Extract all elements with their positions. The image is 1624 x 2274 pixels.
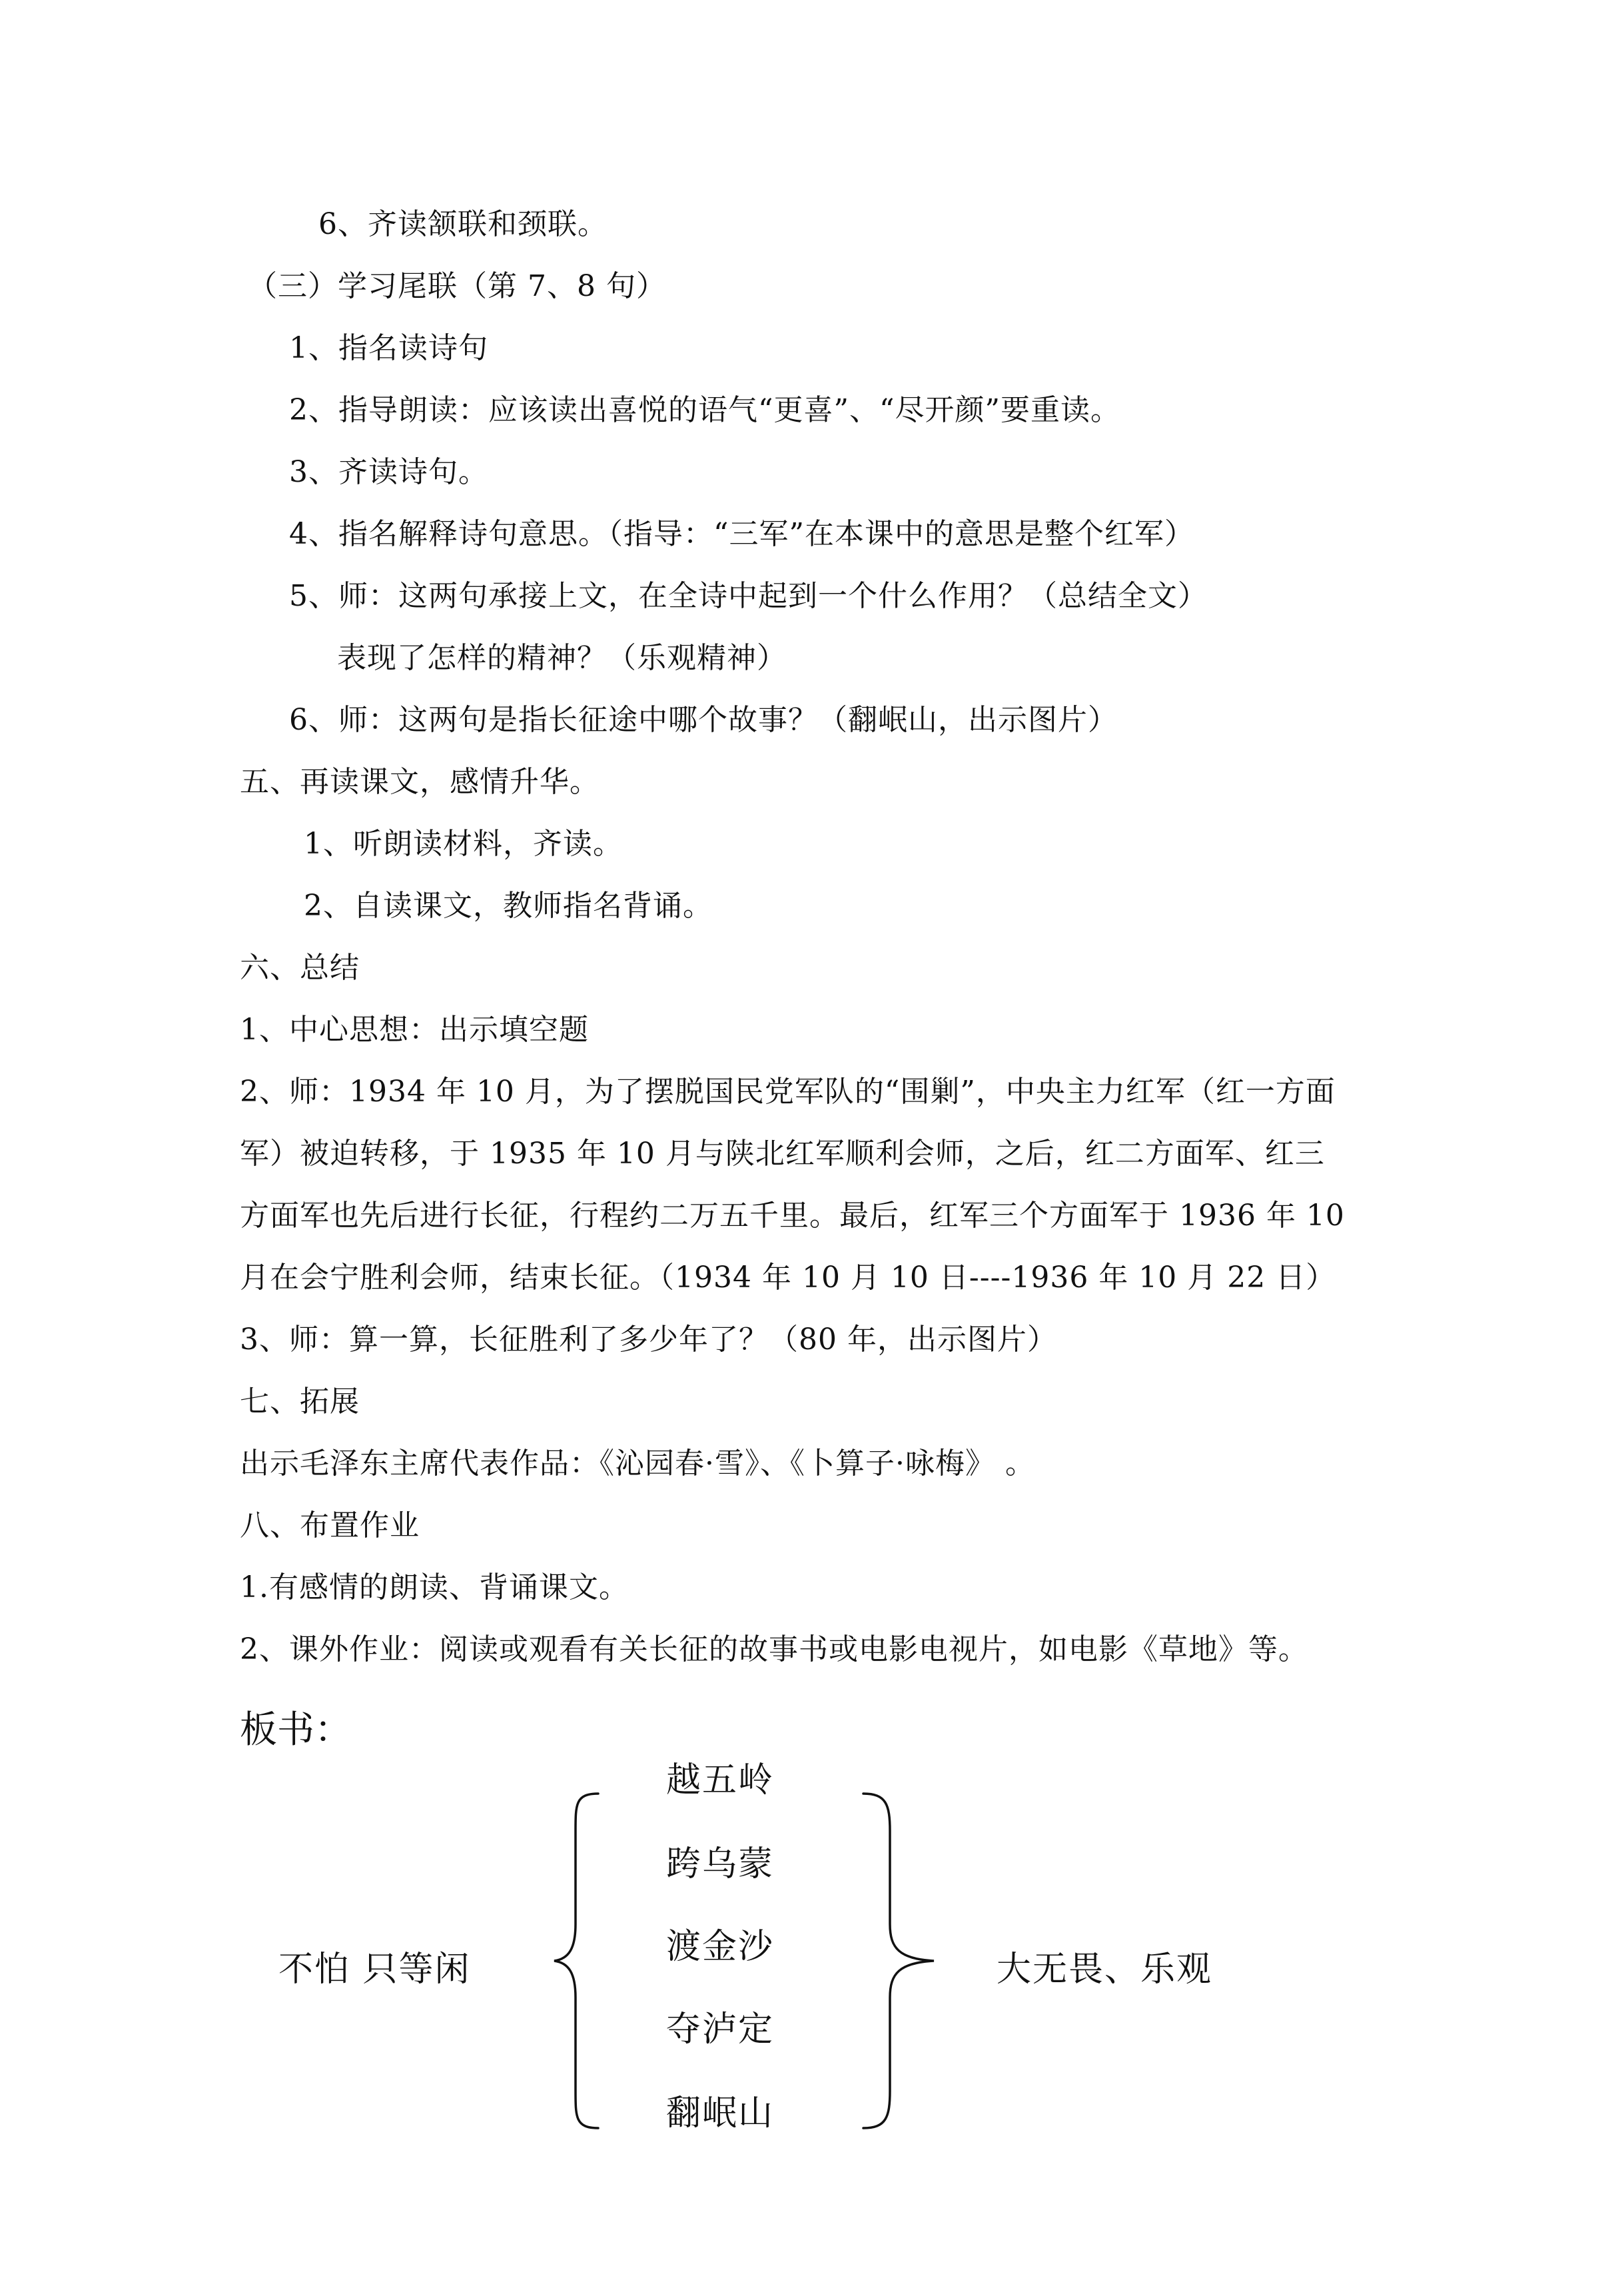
text-line: 1、听朗读材料，齐读。 xyxy=(304,827,623,861)
section-heading: 八、布置作业 xyxy=(240,1508,420,1542)
section-heading: 五、再读课文，感情升华。 xyxy=(240,765,600,799)
blackboard-item: 渡金沙 xyxy=(666,1927,775,1967)
text-line: 6、师：这两句是指长征途中哪个故事？（翻岷山，出示图片） xyxy=(289,703,1118,737)
text-line: 3、师：算一算，长征胜利了多少年了？（80 年，出示图片） xyxy=(240,1323,1057,1357)
text-line: 2、指导朗读：应该读出喜悦的语气“更喜”、“尽开颜”要重读。 xyxy=(289,393,1120,427)
text-line: 1、指名读诗句 xyxy=(289,331,488,365)
text-line: 3、齐读诗句。 xyxy=(289,455,488,489)
text-line: 2、师：1934 年 10 月，为了摆脱国民党军队的“围剿”，中央主力红军（红一方面 xyxy=(240,1075,1336,1109)
text-line: 6、齐读颔联和颈联。 xyxy=(318,207,608,241)
blackboard-title: 板书： xyxy=(240,1708,352,1752)
blackboard-item: 越五岭 xyxy=(666,1760,775,1800)
text-line: 4、指名解释诗句意思。（指导：“三军”在本课中的意思是整个红军） xyxy=(289,517,1194,551)
text-line: 出示毛泽东主席代表作品：《沁园春·雪》、《卜算子·咏梅》 。 xyxy=(240,1446,1035,1480)
text-line: 军）被迫转移，于 1935 年 10 月与陕北红军顺利会师，之后，红二方面军、红三 xyxy=(240,1137,1325,1171)
blackboard-item: 翻岷山 xyxy=(666,2093,775,2133)
section-heading: 六、总结 xyxy=(240,951,360,985)
text-line: 方面军也先后进行长征，行程约二万五千里。最后，红军三个方面军于 1936 年 10 xyxy=(240,1199,1345,1233)
text-line: 表现了怎样的精神？（乐观精神） xyxy=(337,641,787,675)
blackboard-right-text: 大无畏、乐观 xyxy=(997,1950,1213,1990)
right-brace xyxy=(859,1791,939,2131)
text-line: 1.有感情的朗读、背诵课文。 xyxy=(240,1570,629,1604)
text-line: 2、课外作业：阅读或观看有关长征的故事书或电影电视片，如电影《草地》等。 xyxy=(240,1632,1308,1666)
blackboard-item: 夺泸定 xyxy=(666,2009,775,2049)
section-heading: 七、拓展 xyxy=(240,1385,360,1419)
text-line: 2、自读课文，教师指名背诵。 xyxy=(304,889,713,923)
blackboard-item: 跨乌蒙 xyxy=(666,1844,775,1884)
text-line: 5、师：这两句承接上文，在全诗中起到一个什么作用？（总结全文） xyxy=(289,579,1208,613)
text-line: 1、中心思想：出示填空题 xyxy=(240,1013,589,1047)
section-heading: （三）学习尾联（第 7、8 句） xyxy=(248,269,666,303)
left-brace xyxy=(550,1791,604,2131)
blackboard-left-text: 不怕 只等闲 xyxy=(278,1950,471,1990)
text-line: 月在会宁胜利会师，结束长征。（1934 年 10 月 10 日----1936 年 10 月 22 日） xyxy=(240,1261,1336,1295)
